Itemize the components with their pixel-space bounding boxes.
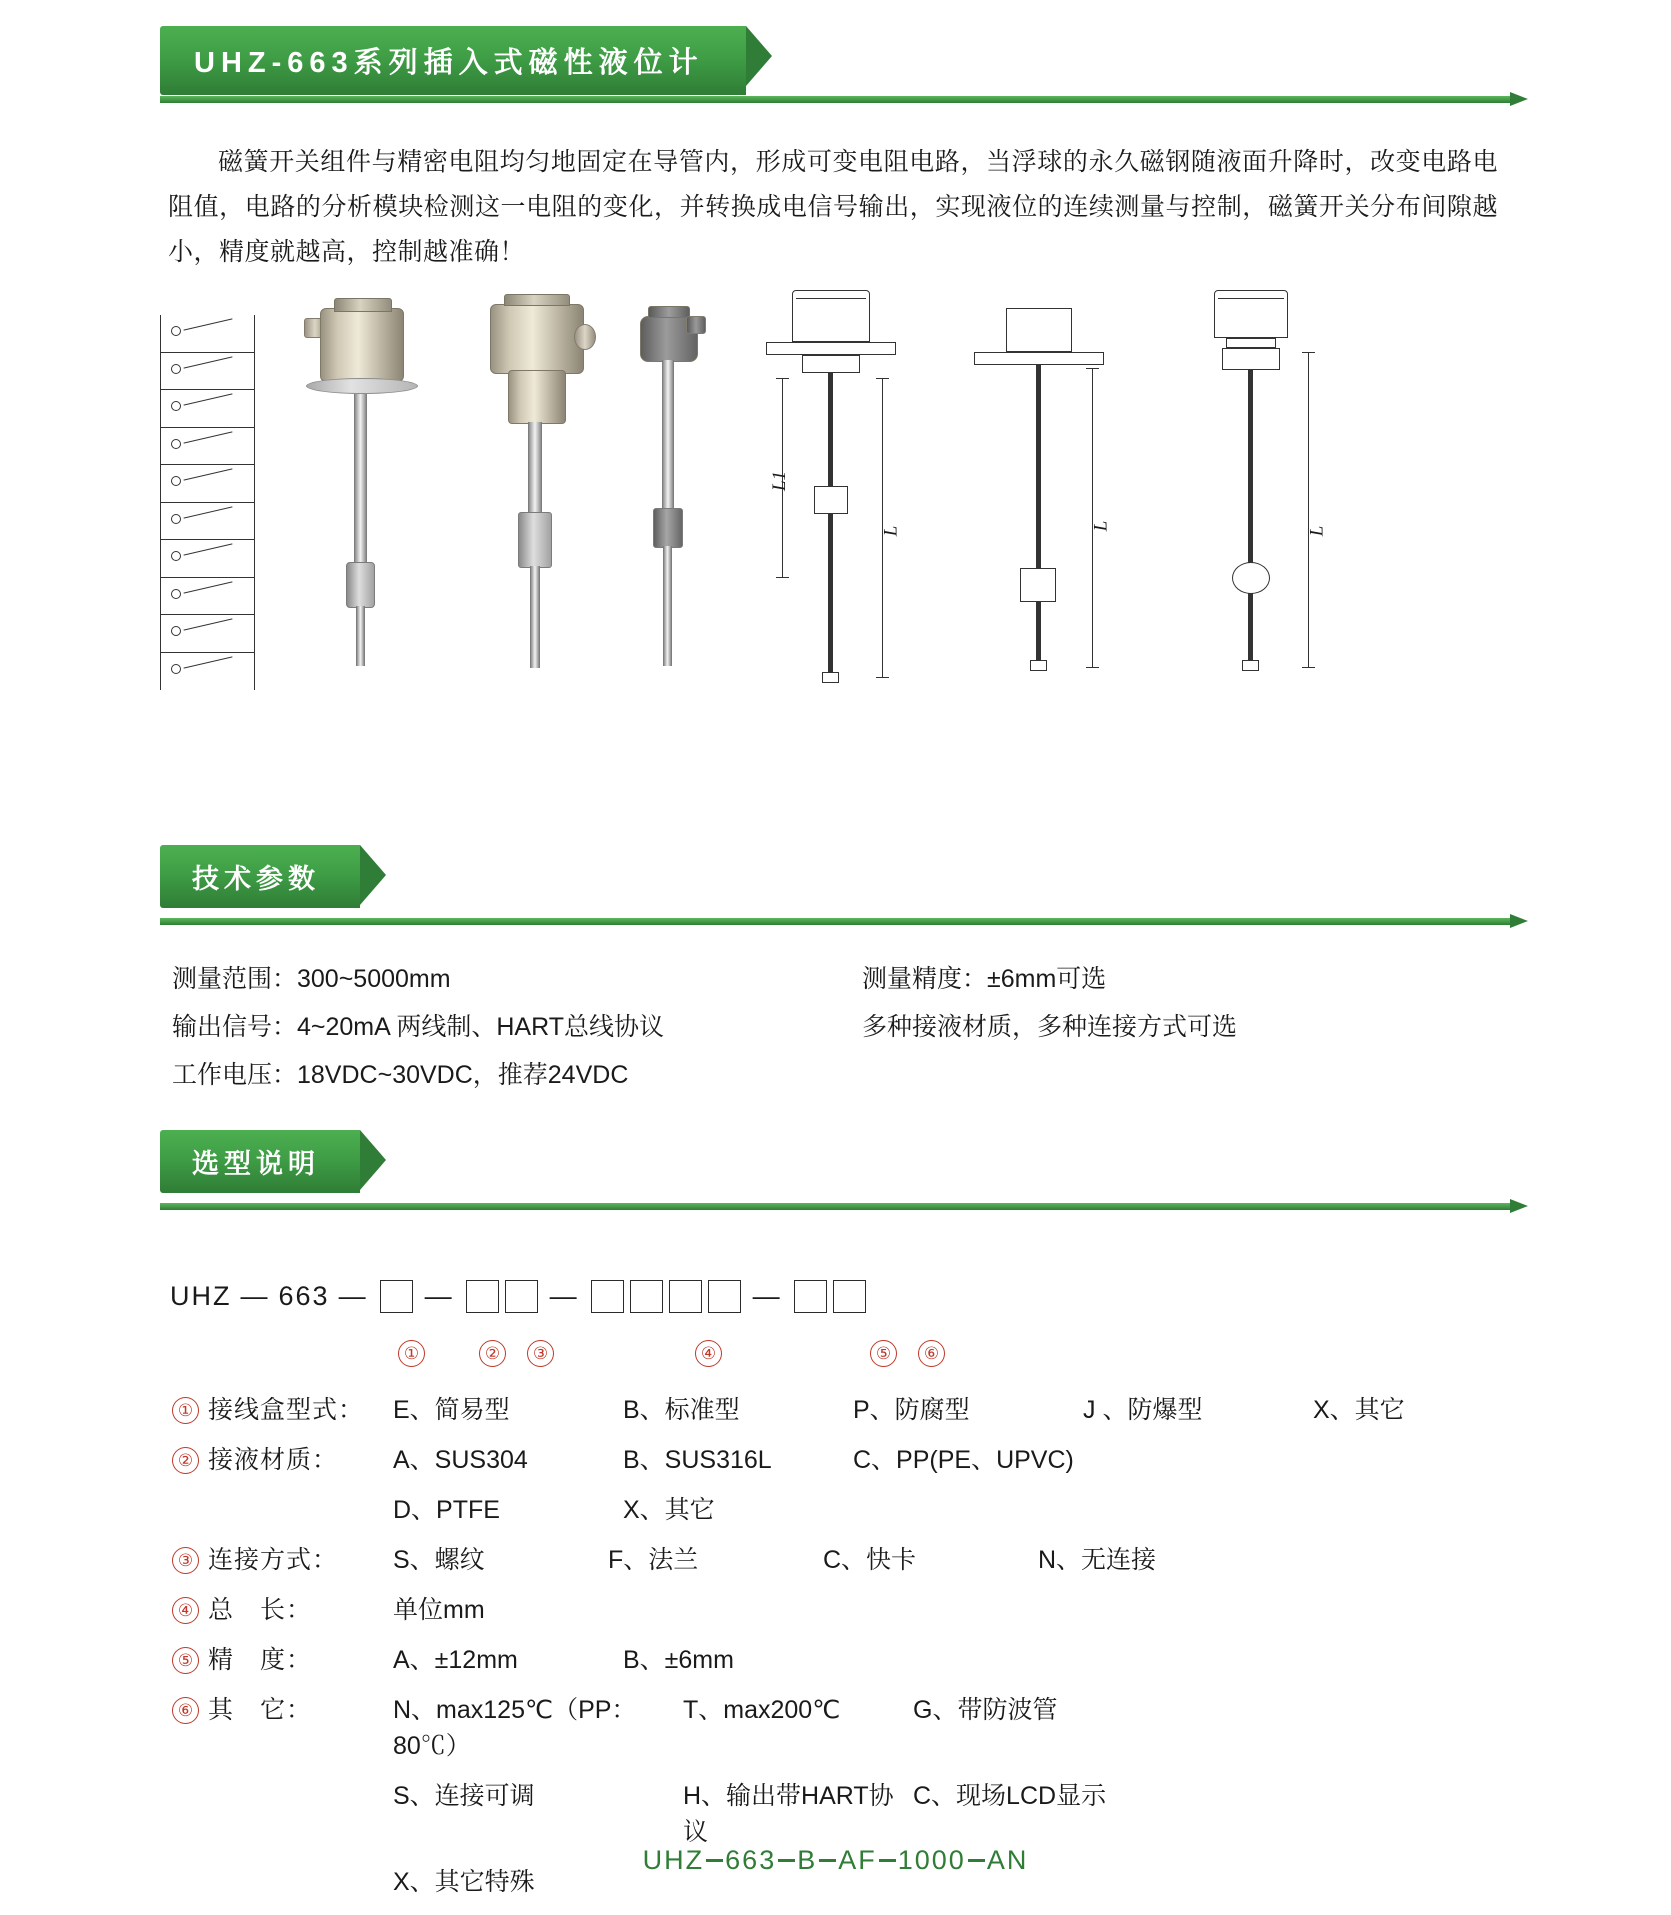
spec-label-accuracy: 精 度： [208, 1646, 313, 1674]
spec-option: B、±6mm [623, 1646, 734, 1674]
product-illustrations [160, 290, 1520, 690]
spec-option: A、SUS304 [393, 1446, 528, 1474]
example-dash [879, 1859, 896, 1862]
table-row [172, 1003, 1512, 1051]
spec-option: S、螺纹 [393, 1546, 485, 1574]
spec-label-junction-box: 接线盒型式： [208, 1396, 365, 1424]
code-mark-3: ③ [527, 1340, 554, 1367]
model-code-builder [170, 1280, 869, 1313]
spec-option: D、PTFE [393, 1496, 500, 1524]
code-dash-2: — [338, 1281, 368, 1311]
list-item [172, 1540, 1572, 1576]
dimension-drawing-threaded-ball-float [1160, 290, 1370, 690]
tech-params-table [172, 955, 1512, 1099]
code-box-4c[interactable] [669, 1280, 702, 1313]
tech-empty-cell [862, 1051, 1502, 1099]
example-part-2: 663 [725, 1845, 777, 1875]
code-dash-3: — [424, 1281, 454, 1311]
spec-option: X、其它 [1313, 1396, 1405, 1424]
code-dash-5: — [752, 1281, 782, 1311]
spec-option: B、标准型 [623, 1396, 740, 1424]
list-item [172, 1390, 1572, 1426]
code-mark-6: ⑥ [918, 1340, 945, 1367]
code-mark-1: ① [398, 1340, 425, 1367]
page-title: UHZ-663系列插入式磁性液位计 [160, 26, 746, 95]
tech-material-label: 多种接液材质，多种连接方式可选 [862, 1013, 1238, 1041]
dim-label-l1: L1 [769, 470, 791, 492]
selection-divider [160, 1203, 1510, 1210]
spec-label-wetted-material: 接液材质： [208, 1446, 339, 1474]
spec-option: P、防腐型 [853, 1396, 970, 1424]
spec-option: F、法兰 [608, 1546, 699, 1574]
spec-option: X、其它特殊 [393, 1868, 535, 1896]
example-dash [819, 1859, 836, 1862]
table-row [172, 955, 1512, 1003]
example-dash [778, 1859, 795, 1862]
code-box-2[interactable] [466, 1280, 499, 1313]
code-box-1[interactable] [380, 1280, 413, 1313]
dimension-drawing-junction-box [950, 290, 1160, 690]
spec-option: C、快卡 [823, 1546, 917, 1574]
spec-mark-4: ④ [172, 1597, 199, 1624]
tech-output-label: 输出信号：4~20mA 两线制、HART总线协议 [172, 1013, 664, 1041]
spec-label-connection: 连接方式： [208, 1546, 339, 1574]
spec-option: T、max200℃ [683, 1696, 841, 1724]
spec-option: H、输出带HART协议 [683, 1782, 894, 1846]
code-mark-2: ② [479, 1340, 506, 1367]
tech-voltage-label: 工作电压：18VDC~30VDC，推荐24VDC [172, 1061, 629, 1089]
code-mark-5: ⑤ [870, 1340, 897, 1367]
spec-option: S、连接可调 [393, 1782, 535, 1810]
code-box-5[interactable] [794, 1280, 827, 1313]
code-box-4b[interactable] [630, 1280, 663, 1313]
list-item [172, 1640, 1572, 1676]
dimension-drawing-flange [740, 290, 950, 690]
code-box-4a[interactable] [591, 1280, 624, 1313]
spec-option: C、PP(PE、UPVC) [853, 1446, 1074, 1474]
code-mark-4: ④ [695, 1340, 722, 1367]
code-prefix: UHZ [170, 1281, 232, 1311]
spec-label-others: 其 它： [208, 1696, 313, 1724]
spec-option: E、简易型 [393, 1396, 510, 1424]
tech-params-divider [160, 918, 1510, 925]
section-heading-tech-params: 技术参数 [160, 845, 360, 908]
example-part-5: 1000 [897, 1845, 966, 1875]
spec-label-total-length: 总 长： [208, 1596, 313, 1624]
code-model: 663 [278, 1281, 330, 1311]
example-part-3: B [797, 1845, 818, 1875]
spec-mark-5: ⑤ [172, 1647, 199, 1674]
dim-label-l-junction: L [1090, 520, 1112, 532]
example-dash [968, 1859, 985, 1862]
list-item [172, 1590, 1572, 1626]
spec-option: B、SUS316L [623, 1446, 772, 1474]
list-item [172, 1440, 1572, 1526]
spec-option: G、带防波管 [913, 1696, 1058, 1724]
spec-mark-2: ② [172, 1447, 199, 1474]
spec-option: N、max125℃（PP：80℃） [393, 1696, 637, 1760]
spec-option: C、现场LCD显示 [913, 1782, 1107, 1810]
dim-label-l-flange: L [880, 525, 902, 537]
model-code-example [0, 1845, 1671, 1876]
intro-paragraph: 磁簧开关组件与精密电阻均匀地固定在导管内，形成可变电阻电路，当浮球的永久磁钢随液面升降时，改变电路电阻值，电路的分析模块检测这一电阻的变化，并转换成电信号输出，实现液位的连续测量与控制，磁簧开关分布间隙越小，精度就越高，控制越准确！ [168, 148, 1498, 266]
example-part-6: AN [986, 1845, 1029, 1875]
code-box-4d[interactable] [708, 1280, 741, 1313]
spec-mark-6: ⑥ [172, 1697, 199, 1724]
tech-range-label: 测量范围：300~5000mm [172, 965, 451, 993]
spec-option: A、±12mm [393, 1646, 518, 1674]
spec-option: X、其它 [623, 1496, 715, 1524]
example-part-4: AF [838, 1845, 877, 1875]
table-row [172, 1051, 1512, 1099]
spec-option: N、无连接 [1038, 1546, 1157, 1574]
title-divider [160, 96, 1510, 103]
code-dash-1: — [240, 1281, 270, 1311]
tech-accuracy-label: 测量精度：±6mm可选 [862, 965, 1107, 993]
spec-option: J 、防爆型 [1083, 1396, 1203, 1424]
spec-mark-3: ③ [172, 1547, 199, 1574]
section-heading-selection: 选型说明 [160, 1130, 360, 1193]
code-box-6[interactable] [833, 1280, 866, 1313]
selection-spec-list [172, 1390, 1572, 1912]
code-box-3[interactable] [505, 1280, 538, 1313]
spec-mark-1: ① [172, 1397, 199, 1424]
example-part-1: UHZ [642, 1845, 705, 1875]
reed-switch-ladder-diagram [160, 315, 255, 690]
dim-label-l-threaded: L [1306, 525, 1328, 537]
spec-option: 单位mm [393, 1596, 485, 1624]
example-dash [706, 1859, 723, 1862]
code-dash-4: — [549, 1281, 579, 1311]
